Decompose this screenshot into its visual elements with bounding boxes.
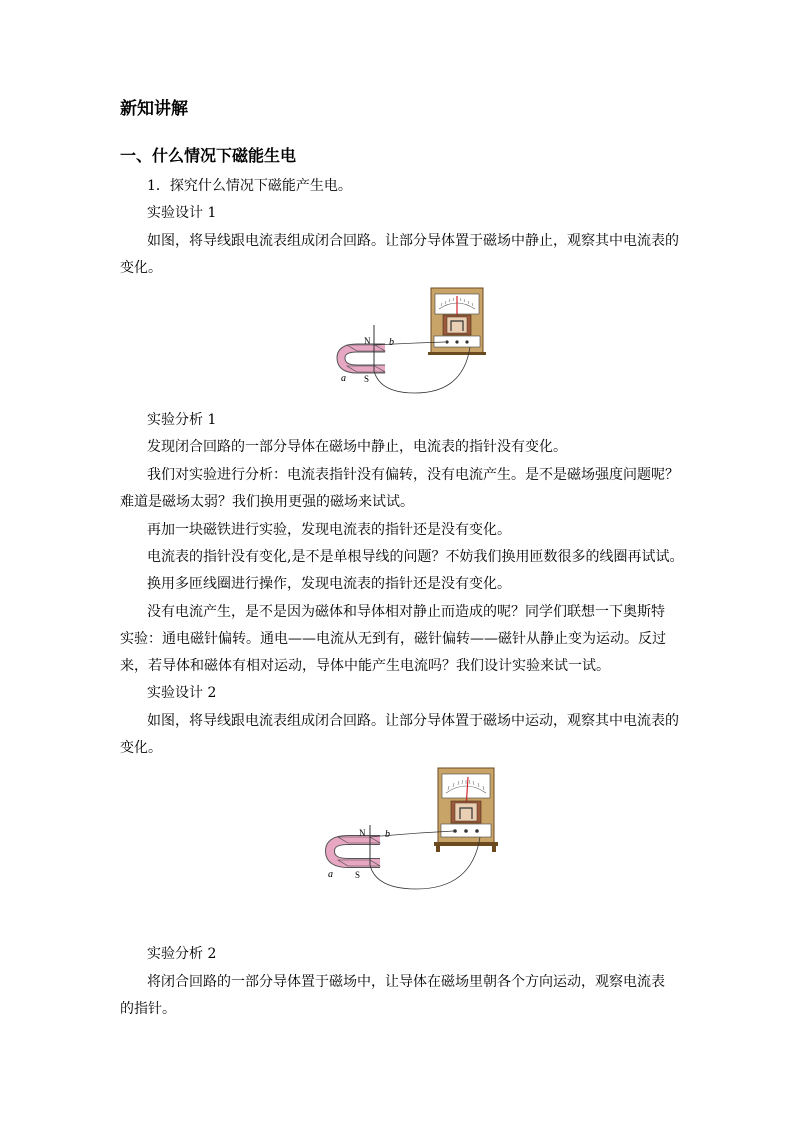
- north-pole-label: N: [359, 828, 366, 838]
- design-1-line-1: 如图，将导线跟电流表组成闭合回路。让部分导体置于磁场中静止，观察其中电流表的: [147, 233, 679, 249]
- item-1: 1．探究什么情况下磁能产生电。: [147, 178, 352, 194]
- north-pole-label: N: [364, 336, 371, 346]
- figure-magnet-moving: [322, 765, 502, 895]
- analysis-1-p2-line-1: 我们对实验进行分析：电流表指针没有偏转，没有电流产生。是不是磁场强度问题呢？: [147, 467, 679, 483]
- ammeter: [428, 288, 486, 355]
- analysis-1-p1: 发现闭合回路的一部分导体在磁场中静止，电流表的指针没有变化。: [147, 439, 567, 455]
- analysis-1-p6-line-1: 没有电流产生，是不是因为磁体和导体相对静止而造成的呢？同学们联想一下奥斯特: [147, 604, 665, 620]
- analysis-1-p6-line-3: 来，若导体和磁体有相对运动，导体中能产生电流吗？我们设计实验来试一试。: [120, 658, 610, 674]
- analysis-1-p5: 换用多匝线圈进行操作，发现电流表的指针还是没有变化。: [147, 576, 511, 592]
- heading-new-knowledge: 新知讲解: [120, 99, 188, 119]
- south-pole-label: S: [355, 870, 361, 880]
- analysis-1-p4: 电流表的指针没有变化,是不是单根导线的问题？不妨我们换用匝数很多的线圈再试试。: [147, 549, 684, 565]
- design-2-title: 实验设计 2: [147, 685, 217, 701]
- design-2-line-1: 如图，将导线跟电流表组成闭合回路。让部分导体置于磁场中运动，观察其中电流表的: [147, 713, 679, 729]
- end-a-label: a: [341, 373, 346, 384]
- figure-magnet-static: [335, 285, 495, 400]
- section-heading: 一、什么情况下磁能生电: [120, 146, 297, 165]
- design-1-line-2: 变化。: [120, 260, 162, 276]
- end-b-label: b: [389, 337, 394, 348]
- analysis-1-p3: 再加一块磁铁进行实验，发现电流表的指针还是没有变化。: [147, 522, 511, 538]
- analysis-1-title: 实验分析 1: [147, 412, 217, 428]
- end-a-label: a: [328, 869, 333, 880]
- analysis-1-p2-line-2: 难道是磁场太弱？我们换用更强的磁场来试试。: [120, 494, 414, 510]
- horseshoe-magnet: [330, 837, 380, 866]
- design-2-line-2: 变化。: [120, 740, 162, 756]
- design-1-title: 实验设计 1: [147, 205, 217, 221]
- south-pole-label: S: [364, 374, 370, 384]
- ammeter: [434, 768, 498, 852]
- analysis-2-line-1: 将闭合回路的一部分导体置于磁场中，让导体在磁场里朝各个方向运动，观察电流表: [147, 974, 665, 990]
- analysis-2-title: 实验分析 2: [147, 946, 217, 962]
- analysis-2-line-2: 的指针。: [120, 1001, 176, 1017]
- end-b-label: b: [385, 829, 390, 840]
- horseshoe-magnet: [341, 345, 385, 372]
- analysis-1-p6-line-2: 实验：通电磁针偏转。通电——电流从无到有，磁针偏转——磁针从静止变为运动。反过: [120, 631, 666, 647]
